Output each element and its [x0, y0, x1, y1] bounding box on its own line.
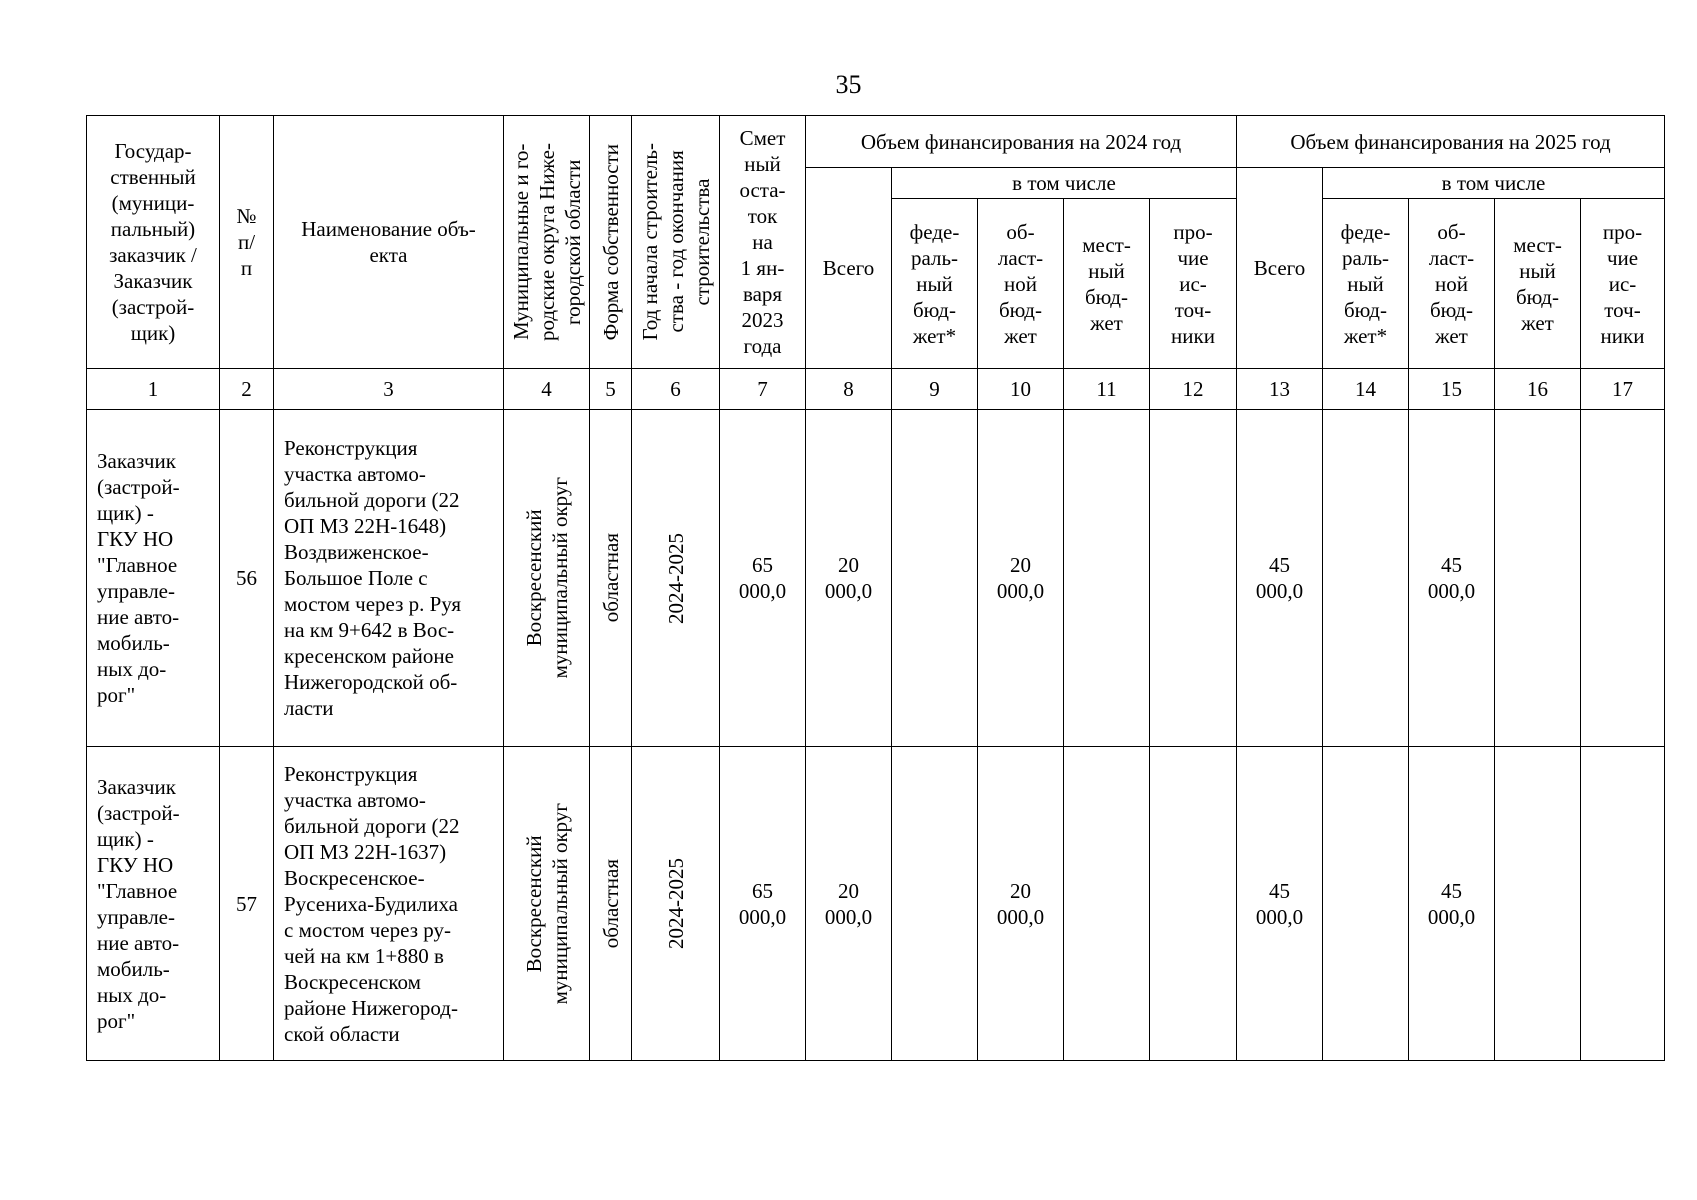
- column-number: 2: [220, 369, 274, 410]
- other-2025-cell: [1581, 747, 1665, 1061]
- federal-2025-cell: [1323, 410, 1409, 747]
- column-number: 14: [1323, 369, 1409, 410]
- local-2025-cell: [1495, 410, 1581, 747]
- page-number: 35: [835, 70, 862, 99]
- federal-2024-cell: [892, 410, 978, 747]
- total-2025-cell: 45 000,0: [1237, 747, 1323, 1061]
- remainder-cell: 65 000,0: [720, 410, 806, 747]
- header-years: Год начала строитель- ства - год окончания строительства: [632, 116, 720, 369]
- column-number: 17: [1581, 369, 1665, 410]
- header-federal-2024: феде- раль- ный бюд- жет*: [892, 199, 978, 369]
- column-number: 4: [504, 369, 590, 410]
- other-2025-cell: [1581, 410, 1665, 747]
- federal-2025-cell: [1323, 747, 1409, 1061]
- header-financing-2024: Объем финансирования на 2024 год: [806, 116, 1237, 168]
- column-number: 12: [1150, 369, 1237, 410]
- column-number: 6: [632, 369, 720, 410]
- header-total-2025: Всего: [1237, 168, 1323, 369]
- column-numbers-row: [87, 369, 1665, 410]
- customer-cell: Заказчик (застрой- щик) - ГКУ НО "Главное управле- ние авто- мобиль- ных до- рог": [87, 747, 220, 1061]
- header-ownership: Форма собственности: [590, 116, 632, 369]
- column-number: 16: [1495, 369, 1581, 410]
- total-2024-cell: 20 000,0: [806, 410, 892, 747]
- district-cell: Воскресенский муниципальный округ: [504, 410, 590, 747]
- years-cell: 2024-2025: [632, 410, 720, 747]
- column-number: 10: [978, 369, 1064, 410]
- customer-cell: Заказчик (застрой- щик) - ГКУ НО "Главное управле- ние авто- мобиль- ных до- рог": [87, 410, 220, 747]
- header-remainder: Смет ный оста- ток на 1 ян- варя 2023 года: [720, 116, 806, 369]
- table-row: [87, 410, 1665, 747]
- header-local-2024: мест- ный бюд- жет: [1064, 199, 1150, 369]
- number-cell: 56: [220, 410, 274, 747]
- header-other-2024: про- чие ис- точ- ники: [1150, 199, 1237, 369]
- remainder-cell: 65 000,0: [720, 747, 806, 1061]
- header-regional-2024: об- ласт- ной бюд- жет: [978, 199, 1064, 369]
- header-federal-2025: феде- раль- ный бюд- жет*: [1323, 199, 1409, 369]
- object-name-cell: Реконструкция участка автомо- бильной дороги (22 ОП МЗ 22Н-1637) Воскресенское- Русениха-Будилиха с мостом через ру- чей на км 1+880 в Воскресенском районе Нижегород- ской области: [274, 747, 504, 1061]
- header-financing-2025: Объем финансирования на 2025 год: [1237, 116, 1665, 168]
- ownership-cell: областная: [590, 747, 632, 1061]
- column-number: 11: [1064, 369, 1150, 410]
- header-regional-2025: об- ласт- ной бюд- жет: [1409, 199, 1495, 369]
- total-2025-cell: 45 000,0: [1237, 410, 1323, 747]
- regional-2025-cell: 45 000,0: [1409, 747, 1495, 1061]
- column-number: 1: [87, 369, 220, 410]
- column-number: 13: [1237, 369, 1323, 410]
- ownership-cell: областная: [590, 410, 632, 747]
- regional-2025-cell: 45 000,0: [1409, 410, 1495, 747]
- header-customer: Государ- ственный (муници- пальный) заказчик / Заказчик (застрой- щик): [87, 116, 220, 369]
- header-object-name: Наименование объ- екта: [274, 116, 504, 369]
- object-name-cell: Реконструкция участка автомо- бильной дороги (22 ОП МЗ 22Н-1648) Воздвиженское- Большое Поле с мостом через р. Руя на км 9+642 в Вос- кресенском районе Нижегородской об- ласти: [274, 410, 504, 747]
- column-number: 8: [806, 369, 892, 410]
- years-cell: 2024-2025: [632, 747, 720, 1061]
- table-row: [87, 747, 1665, 1061]
- number-cell: 57: [220, 747, 274, 1061]
- local-2024-cell: [1064, 410, 1150, 747]
- header-number: № п/ п: [220, 116, 274, 369]
- district-cell: Воскресенский муниципальный округ: [504, 747, 590, 1061]
- column-number: 9: [892, 369, 978, 410]
- header-total-2024: Всего: [806, 168, 892, 369]
- other-2024-cell: [1150, 747, 1237, 1061]
- header-district: Муниципальные и го- родские округа Ниже- городской области: [504, 116, 590, 369]
- regional-2024-cell: 20 000,0: [978, 410, 1064, 747]
- financing-table: [86, 115, 1665, 1061]
- header-including-2024: в том числе: [892, 168, 1237, 199]
- header-local-2025: мест- ный бюд- жет: [1495, 199, 1581, 369]
- column-number: 5: [590, 369, 632, 410]
- header-including-2025: в том числе: [1323, 168, 1665, 199]
- column-number: 7: [720, 369, 806, 410]
- total-2024-cell: 20 000,0: [806, 747, 892, 1061]
- column-number: 15: [1409, 369, 1495, 410]
- local-2024-cell: [1064, 747, 1150, 1061]
- column-number: 3: [274, 369, 504, 410]
- regional-2024-cell: 20 000,0: [978, 747, 1064, 1061]
- other-2024-cell: [1150, 410, 1237, 747]
- federal-2024-cell: [892, 747, 978, 1061]
- header-other-2025: про- чие ис- точ- ники: [1581, 199, 1665, 369]
- local-2025-cell: [1495, 747, 1581, 1061]
